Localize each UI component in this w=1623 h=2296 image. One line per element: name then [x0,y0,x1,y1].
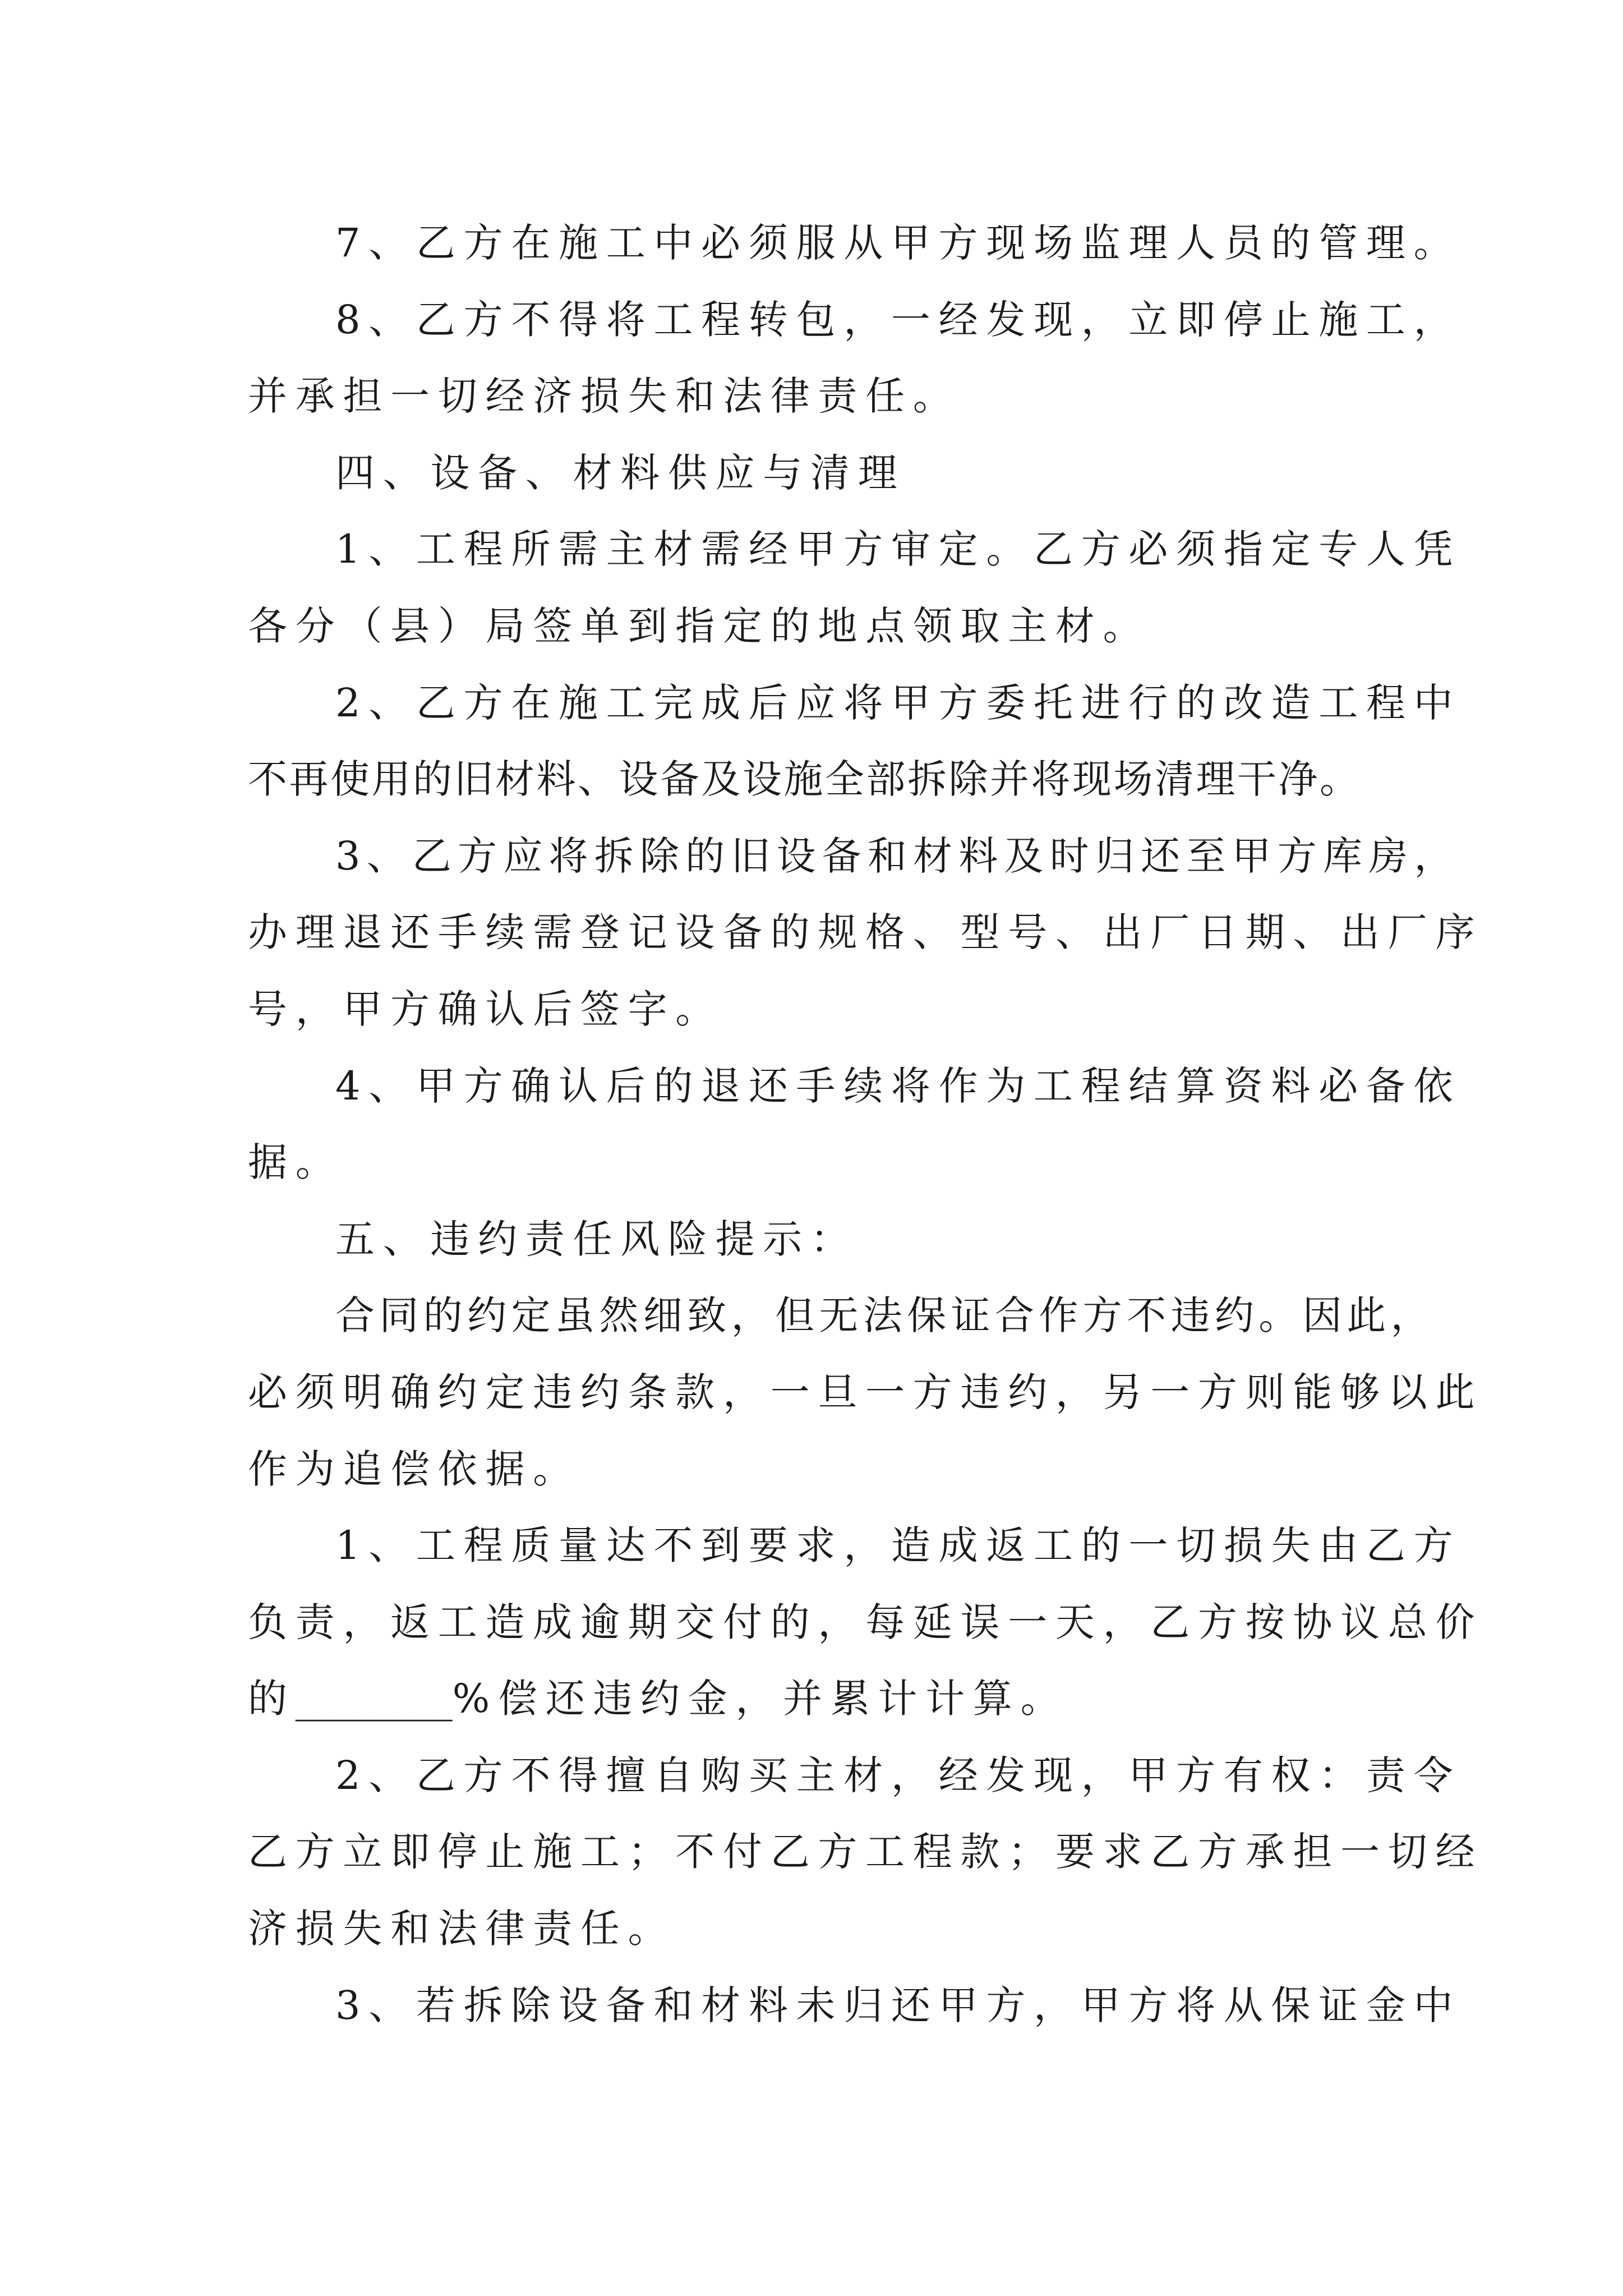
text-line: 乙方立即停止施工；不付乙方工程款；要求乙方承担一切经 [248,1829,1483,1875]
text-line: 并承担一切经济损失和法律责任。 [248,373,961,420]
text-line: 据。 [248,1139,343,1186]
fill-in-line [248,1660,1381,1737]
text-line: 2、乙方在施工完成后应将甲方委托进行的改造工程中 [335,679,1461,726]
fill-in-blank[interactable]: ________ [295,1676,453,1722]
text-line: 办理退还手续需登记设备的规格、型号、出厂日期、出厂序 [248,909,1483,956]
fill-in-suffix: %偿还违约金，并累计计算。 [452,1676,1068,1722]
text-line: 4、甲方确认后的退还手续将作为工程结算资料必备依 [335,1062,1461,1109]
document-body [248,205,1483,2044]
section-heading: 四、设备、材料供应与清理 [335,449,906,496]
text-line: 1、工程所需主材需经甲方审定。乙方必须指定专人凭 [335,526,1461,573]
text-line: 合同的约定虽然细致，但无法保证合作方不违约。因此， [335,1292,1435,1339]
text-line: 必须明确约定违约条款，一旦一方违约，另一方则能够以此 [248,1369,1483,1415]
text-line: 3、乙方应将拆除的旧设备和材料及时归还至甲方库房， [335,832,1460,879]
fill-in-prefix: 的 [248,1676,296,1722]
text-line: 不再使用的旧材料、设备及设施全部拆除并将现场清理干净。 [248,756,1361,803]
text-line: 2、乙方不得擅自购买主材，经发现，甲方有权：责令 [335,1752,1461,1798]
text-line: 7、乙方在施工中必须服从甲方现场监理人员的管理。 [335,220,1461,266]
text-line: 8、乙方不得将工程转包，一经发现，立即停止施工， [335,296,1461,343]
text-line: 作为追偿依据。 [248,1446,580,1492]
text-line: 各分（县）局签单到指定的地点领取主材。 [248,602,1151,649]
text-line: 负责，返工造成逾期交付的，每延误一天，乙方按协议总价 [248,1599,1483,1645]
section-heading: 五、违约责任风险提示： [335,1216,858,1262]
text-line: 济损失和法律责任。 [248,1906,676,1952]
text-line: 3、若拆除设备和材料未归还甲方，甲方将从保证金中 [335,1982,1461,2028]
text-line: 号，甲方确认后签字。 [248,986,723,1032]
text-line: 1、工程质量达不到要求，造成返工的一切损失由乙方 [335,1522,1461,1569]
